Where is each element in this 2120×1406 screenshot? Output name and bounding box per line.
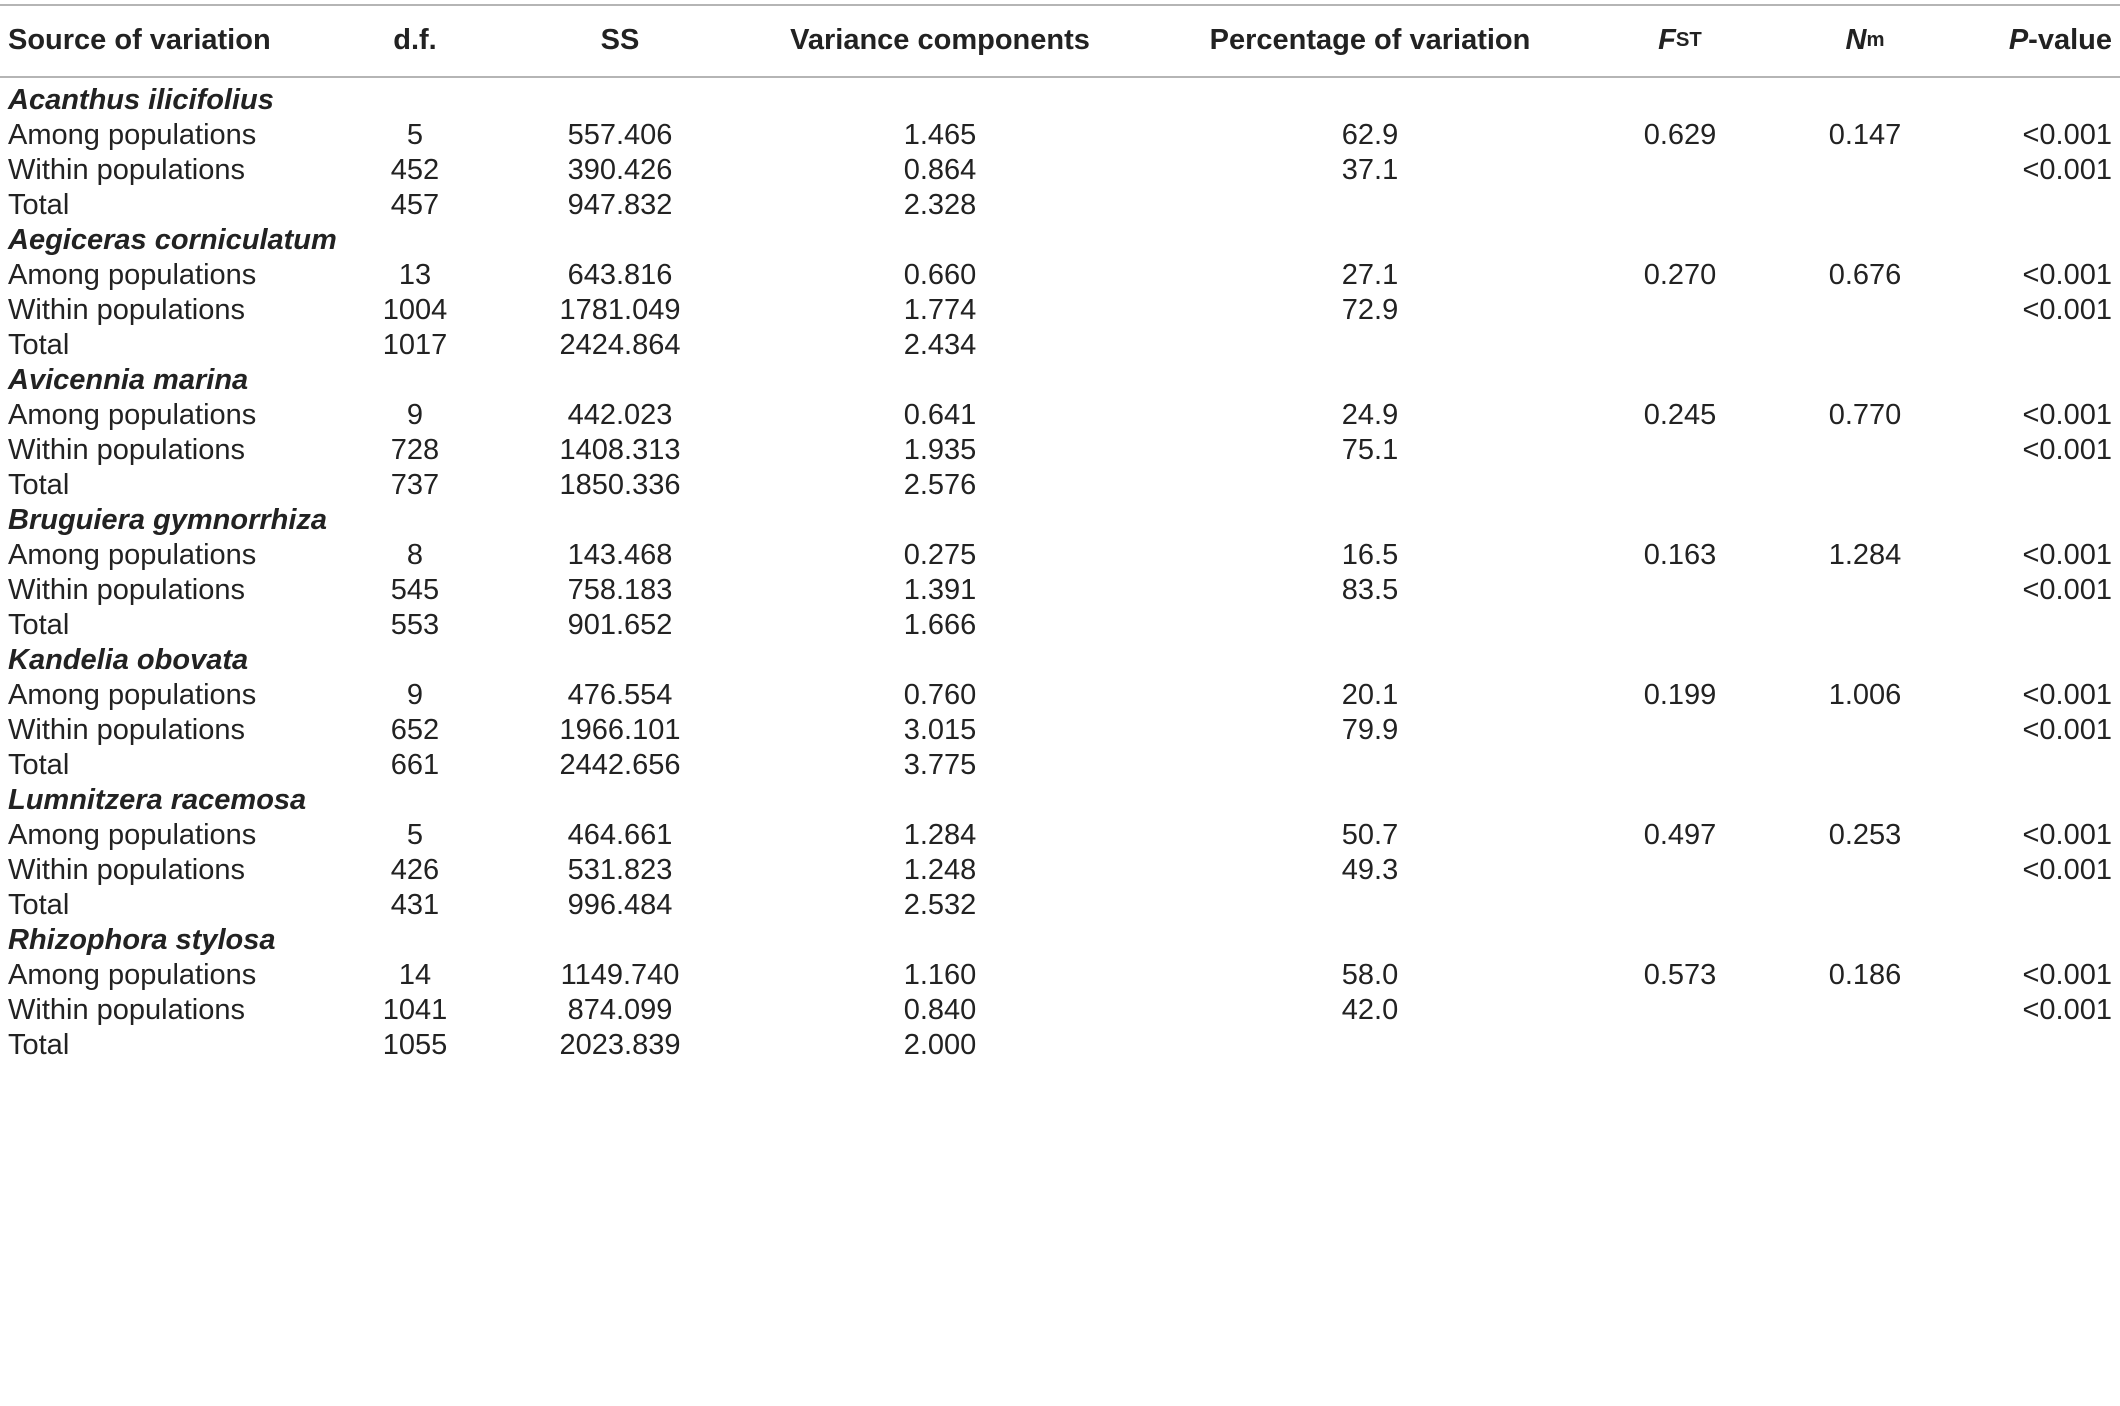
percentage-cell: [1170, 468, 1570, 503]
source-cell: Total: [8, 1029, 70, 1061]
species-name: Kandelia obovata: [8, 644, 249, 676]
p-value-cell: [1912, 888, 2112, 923]
fst-cell: 0.497: [1643, 819, 1717, 851]
df-cell: 652: [390, 714, 440, 746]
table-row: [0, 433, 2120, 468]
p-value-cell: <0.001: [2022, 679, 2112, 711]
variance-component-cell: 1.774: [903, 294, 977, 326]
header-variance-components: Variance components: [790, 23, 1090, 56]
df-cell: 553: [390, 609, 440, 641]
ss-cell: 557.406: [567, 119, 673, 151]
percentage-cell: 20.1: [1341, 679, 1399, 711]
source-cell: Among populations: [8, 259, 257, 291]
df-cell: 5: [406, 119, 424, 151]
fst-cell: [1600, 1028, 1760, 1063]
ss-cell: 996.484: [567, 889, 673, 921]
nm-cell: 0.186: [1828, 959, 1902, 991]
variance-component-cell: 2.000: [903, 1029, 977, 1061]
table-row: [0, 608, 2120, 643]
p-value-cell: [1912, 188, 2112, 223]
df-cell: 14: [398, 959, 432, 991]
ss-cell: 390.426: [567, 154, 673, 186]
variance-component-cell: 0.760: [903, 679, 977, 711]
nm-cell: 0.676: [1828, 259, 1902, 291]
species-row: [0, 923, 2120, 958]
variance-component-cell: 2.328: [903, 189, 977, 221]
ss-cell: 947.832: [567, 189, 673, 221]
species-name: Rhizophora stylosa: [8, 924, 276, 956]
percentage-cell: 62.9: [1341, 119, 1399, 151]
percentage-cell: 58.0: [1341, 959, 1399, 991]
df-cell: 1017: [382, 329, 448, 361]
variance-component-cell: 3.775: [903, 749, 977, 781]
table-top-rule: [0, 4, 2120, 6]
header-rule: [0, 76, 2120, 78]
nm-cell: 0.770: [1828, 399, 1902, 431]
percentage-cell: 49.3: [1341, 854, 1399, 886]
species-name: Lumnitzera racemosa: [8, 784, 307, 816]
percentage-cell: 27.1: [1341, 259, 1399, 291]
table-row: [0, 258, 2120, 293]
p-value-cell: <0.001: [2022, 259, 2112, 291]
source-cell: Total: [8, 609, 70, 641]
df-cell: 661: [390, 749, 440, 781]
df-cell: 431: [390, 889, 440, 921]
nm-cell: 0.253: [1828, 819, 1902, 851]
percentage-cell: [1170, 1028, 1570, 1063]
species-row: [0, 503, 2120, 538]
table-row: [0, 958, 2120, 993]
fst-cell: 0.245: [1643, 399, 1717, 431]
p-value-cell: <0.001: [2022, 994, 2112, 1026]
ss-cell: 643.816: [567, 259, 673, 291]
table-row: [0, 853, 2120, 888]
fst-cell: 0.163: [1643, 539, 1717, 571]
source-cell: Total: [8, 889, 70, 921]
header-fst-subscript: ST: [1675, 28, 1702, 51]
ss-cell: 464.661: [567, 819, 673, 851]
species-row: [0, 83, 2120, 118]
percentage-cell: [1170, 188, 1570, 223]
percentage-cell: [1170, 328, 1570, 363]
df-cell: 545: [390, 574, 440, 606]
p-value-cell: <0.001: [2022, 539, 2112, 571]
percentage-cell: 42.0: [1341, 994, 1399, 1026]
source-cell: Among populations: [8, 539, 257, 571]
table-row: [0, 398, 2120, 433]
df-cell: 1055: [382, 1029, 448, 1061]
ss-cell: 1781.049: [559, 294, 681, 326]
variance-component-cell: 1.391: [903, 574, 977, 606]
ss-cell: 476.554: [567, 679, 673, 711]
p-value-cell: <0.001: [2022, 399, 2112, 431]
variance-component-cell: 1.465: [903, 119, 977, 151]
species-row: [0, 643, 2120, 678]
nm-cell: 0.147: [1828, 119, 1902, 151]
source-cell: Total: [8, 469, 70, 501]
fst-cell: [1600, 608, 1760, 643]
fst-cell: [1600, 433, 1760, 468]
df-cell: 457: [390, 189, 440, 221]
header-ss: SS: [600, 23, 640, 56]
table-row: [0, 678, 2120, 713]
p-value-cell: <0.001: [2022, 959, 2112, 991]
species-name: Avicennia marina: [8, 364, 249, 396]
header-fst: [1600, 12, 1760, 68]
table-row: [0, 748, 2120, 783]
table-row: [0, 1028, 2120, 1063]
table-row: [0, 293, 2120, 328]
source-cell: Within populations: [8, 574, 245, 606]
percentage-cell: 50.7: [1341, 819, 1399, 851]
source-cell: Among populations: [8, 399, 257, 431]
table-row: [0, 468, 2120, 503]
variance-component-cell: 1.160: [903, 959, 977, 991]
source-cell: Within populations: [8, 714, 245, 746]
df-cell: 8: [406, 539, 424, 571]
fst-cell: 0.199: [1643, 679, 1717, 711]
table-row: [0, 118, 2120, 153]
source-cell: Total: [8, 189, 70, 221]
ss-cell: 531.823: [567, 854, 673, 886]
nm-cell: 1.006: [1828, 679, 1902, 711]
p-value-cell: <0.001: [2022, 574, 2112, 606]
variance-component-cell: 0.840: [903, 994, 977, 1026]
fst-cell: [1600, 328, 1760, 363]
table-header-row: [0, 12, 2120, 68]
header-p-value: [1912, 12, 2112, 68]
source-cell: Total: [8, 749, 70, 781]
variance-component-cell: 0.864: [903, 154, 977, 186]
percentage-cell: [1170, 748, 1570, 783]
table-row: [0, 538, 2120, 573]
header-nm-symbol: N: [1845, 23, 1867, 56]
p-value-cell: [1912, 748, 2112, 783]
df-cell: 13: [398, 259, 432, 291]
df-cell: 737: [390, 469, 440, 501]
ss-cell: 2424.864: [559, 329, 681, 361]
variance-component-cell: 1.935: [903, 434, 977, 466]
source-cell: Total: [8, 329, 70, 361]
header-df: d.f.: [393, 23, 437, 56]
source-cell: Within populations: [8, 434, 245, 466]
table-row: [0, 888, 2120, 923]
source-cell: Among populations: [8, 819, 257, 851]
p-value-cell: <0.001: [2022, 294, 2112, 326]
source-cell: Within populations: [8, 154, 245, 186]
fst-cell: [1600, 468, 1760, 503]
variance-component-cell: 2.532: [903, 889, 977, 921]
df-cell: 1041: [382, 994, 448, 1026]
header-p-suffix: -value: [2028, 23, 2112, 56]
p-value-cell: <0.001: [2022, 854, 2112, 886]
fst-cell: [1600, 713, 1760, 748]
species-row: [0, 783, 2120, 818]
percentage-cell: 24.9: [1341, 399, 1399, 431]
df-cell: 1004: [382, 294, 448, 326]
percentage-cell: 72.9: [1341, 294, 1399, 326]
nm-cell: 1.284: [1828, 539, 1902, 571]
ss-cell: 1850.336: [559, 469, 681, 501]
variance-component-cell: 0.275: [903, 539, 977, 571]
ss-cell: 2442.656: [559, 749, 681, 781]
fst-cell: [1600, 993, 1760, 1028]
ss-cell: 1966.101: [559, 714, 681, 746]
variance-component-cell: 1.666: [903, 609, 977, 641]
df-cell: 728: [390, 434, 440, 466]
fst-cell: [1600, 888, 1760, 923]
ss-cell: 901.652: [567, 609, 673, 641]
fst-cell: [1600, 853, 1760, 888]
p-value-cell: <0.001: [2022, 434, 2112, 466]
fst-cell: 0.629: [1643, 119, 1717, 151]
df-cell: 426: [390, 854, 440, 886]
df-cell: 5: [406, 819, 424, 851]
ss-cell: 442.023: [567, 399, 673, 431]
fst-cell: [1600, 153, 1760, 188]
variance-component-cell: 1.284: [903, 819, 977, 851]
df-cell: 452: [390, 154, 440, 186]
table-row: [0, 993, 2120, 1028]
header-fst-symbol: F: [1658, 23, 1676, 56]
p-value-cell: [1912, 468, 2112, 503]
source-cell: Within populations: [8, 994, 245, 1026]
fst-cell: [1600, 748, 1760, 783]
species-name: Acanthus ilicifolius: [8, 84, 274, 116]
variance-component-cell: 2.434: [903, 329, 977, 361]
variance-component-cell: 2.576: [903, 469, 977, 501]
header-p-symbol: P: [2008, 23, 2029, 56]
df-cell: 9: [406, 399, 424, 431]
p-value-cell: <0.001: [2022, 819, 2112, 851]
table-row: [0, 328, 2120, 363]
ss-cell: 1149.740: [560, 959, 680, 991]
source-cell: Among populations: [8, 679, 257, 711]
fst-cell: [1600, 188, 1760, 223]
table-row: [0, 713, 2120, 748]
p-value-cell: [1912, 328, 2112, 363]
table-row: [0, 818, 2120, 853]
percentage-cell: 37.1: [1341, 154, 1399, 186]
variance-component-cell: 0.641: [903, 399, 977, 431]
ss-cell: 143.468: [567, 539, 673, 571]
ss-cell: 1408.313: [559, 434, 681, 466]
species-row: [0, 223, 2120, 258]
source-cell: Within populations: [8, 854, 245, 886]
p-value-cell: [1912, 608, 2112, 643]
species-name: Aegiceras corniculatum: [8, 224, 337, 256]
species-name: Bruguiera gymnorrhiza: [8, 504, 328, 536]
p-value-cell: <0.001: [2022, 154, 2112, 186]
source-cell: Within populations: [8, 294, 245, 326]
p-value-cell: [1912, 1028, 2112, 1063]
percentage-cell: [1170, 888, 1570, 923]
ss-cell: 874.099: [567, 994, 673, 1026]
percentage-cell: 79.9: [1341, 714, 1399, 746]
variance-component-cell: 1.248: [903, 854, 977, 886]
variance-component-cell: 3.015: [903, 714, 977, 746]
source-cell: Among populations: [8, 959, 257, 991]
p-value-cell: <0.001: [2022, 119, 2112, 151]
variance-component-cell: 0.660: [903, 259, 977, 291]
header-percentage: Percentage of variation: [1209, 23, 1531, 56]
percentage-cell: 75.1: [1341, 434, 1399, 466]
header-source: Source of variation: [8, 23, 271, 56]
species-row: [0, 363, 2120, 398]
percentage-cell: 83.5: [1341, 574, 1399, 606]
table-row: [0, 188, 2120, 223]
table-row: [0, 153, 2120, 188]
table-row: [0, 573, 2120, 608]
p-value-cell: <0.001: [2022, 714, 2112, 746]
df-cell: 9: [406, 679, 424, 711]
header-nm-subscript: m: [1866, 28, 1885, 51]
fst-cell: [1600, 573, 1760, 608]
ss-cell: 758.183: [567, 574, 673, 606]
ss-cell: 2023.839: [559, 1029, 681, 1061]
source-cell: Among populations: [8, 119, 257, 151]
percentage-cell: 16.5: [1341, 539, 1399, 571]
fst-cell: [1600, 293, 1760, 328]
fst-cell: 0.573: [1643, 959, 1717, 991]
percentage-cell: [1170, 608, 1570, 643]
fst-cell: 0.270: [1643, 259, 1717, 291]
